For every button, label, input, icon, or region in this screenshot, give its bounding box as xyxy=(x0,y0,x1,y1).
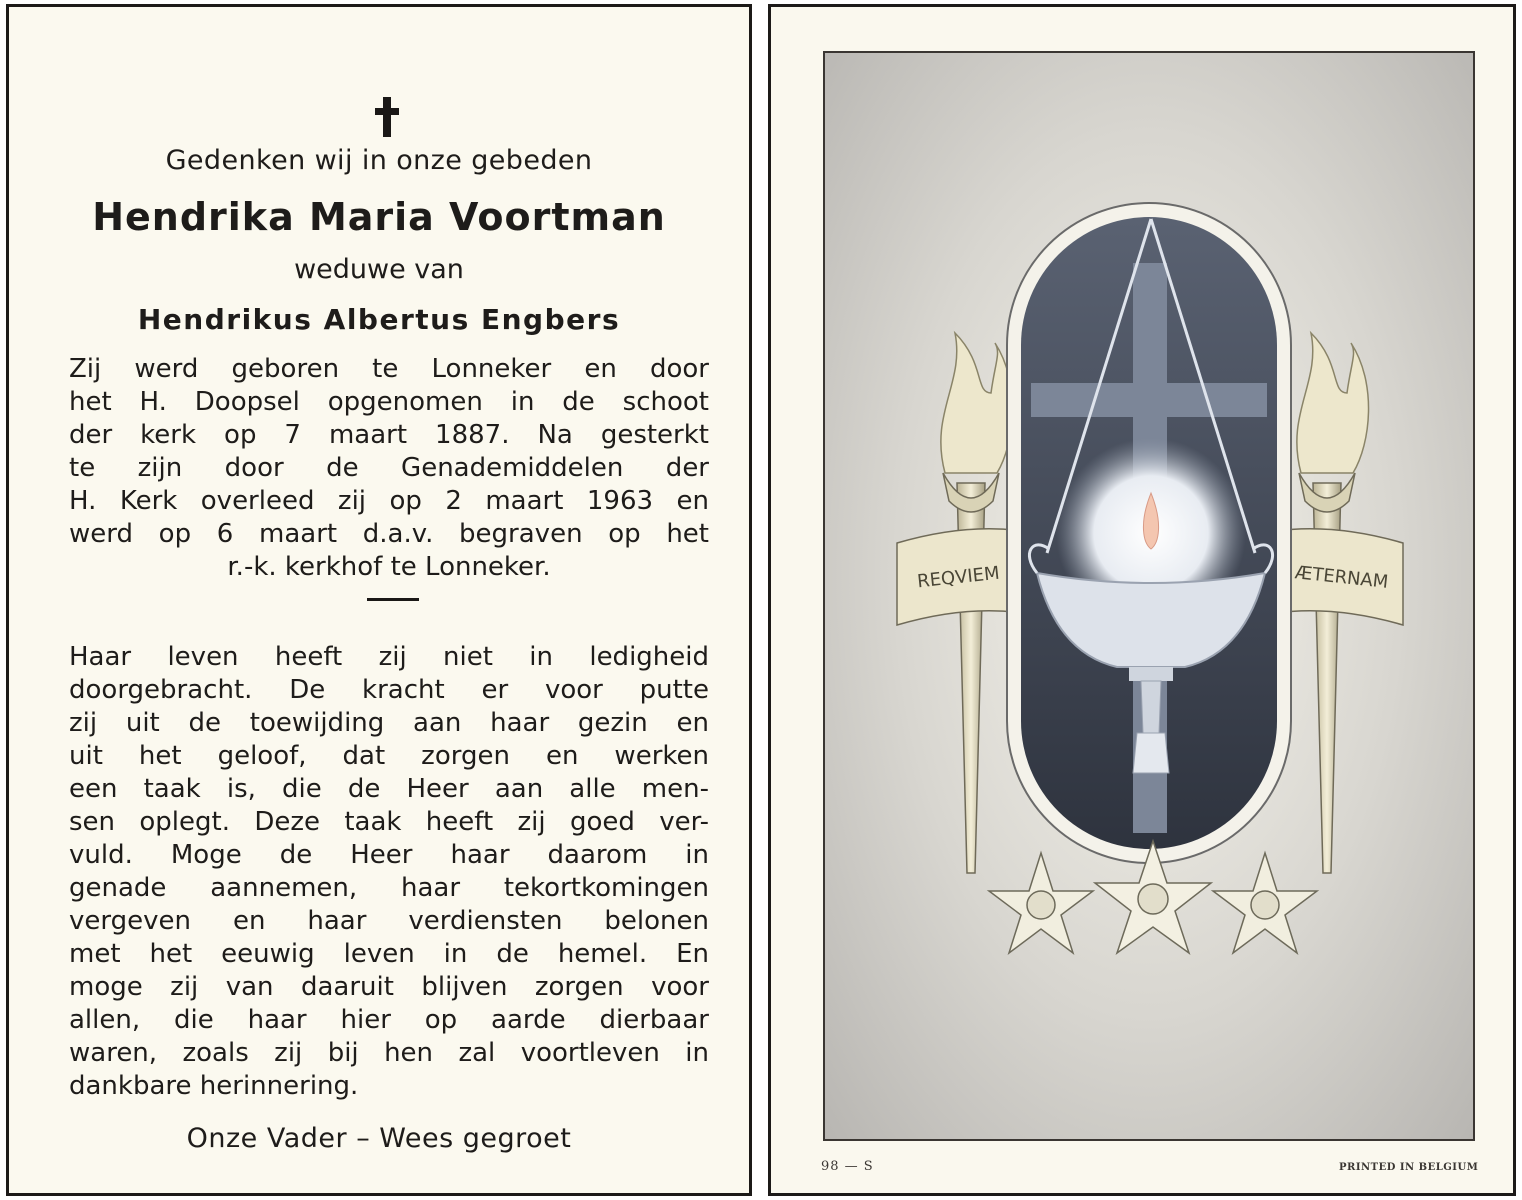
card-code: 98 — S xyxy=(821,1159,874,1174)
memorial-image-card xyxy=(768,4,1516,1196)
memorial-text-card xyxy=(6,4,752,1196)
tribute-line: uit het geloof, dat zorgen en werken xyxy=(69,741,709,771)
deceased-name: Hendrika Maria Voortman xyxy=(92,195,666,239)
tribute-line: met het eeuwig leven in de hemel. En xyxy=(69,939,709,969)
biography-line: werd op 6 maart d.a.v. begraven op het xyxy=(69,519,709,549)
banner-left-text: REQVIEM xyxy=(916,562,1001,593)
tribute-line: allen, die haar hier op aarde dierbaar xyxy=(69,1005,709,1035)
biography-paragraph xyxy=(69,353,709,584)
tribute-line: zij uit de toewijding aan haar gezin en xyxy=(69,708,709,738)
tribute-line: waren, zoals zij bij hen zal voortleven in xyxy=(69,1038,709,1068)
biography-line: Zij werd geboren te Lonneker en door xyxy=(69,354,709,384)
biography-line: r.-k. kerkhof te Lonneker. xyxy=(227,552,551,582)
tribute-line: een taak is, die de Heer aan alle men- xyxy=(69,774,709,804)
illustration-frame xyxy=(823,51,1475,1141)
biography-line: te zijn door de Genademiddelen der xyxy=(69,453,709,483)
intro-line: Gedenken wij in onze gebeden xyxy=(165,145,593,176)
biography-line: het H. Doopsel opgenomen in de schoot xyxy=(69,387,709,417)
left-banner xyxy=(897,529,1023,625)
prayers-line: Onze Vader – Wees gegroet xyxy=(186,1123,572,1154)
tribute-paragraph xyxy=(69,641,709,1103)
biography-line: H. Kerk overleed zij op 2 maart 1963 en xyxy=(69,486,709,516)
biography-line: der kerk op 7 maart 1887. Na gesterkt xyxy=(69,420,709,450)
tribute-line: vuld. Moge de Heer haar daarom in xyxy=(69,840,709,870)
tribute-line: vergeven en haar verdiensten belonen xyxy=(69,906,709,936)
right-banner xyxy=(1275,529,1403,625)
flower-icon xyxy=(989,841,1317,953)
banner-right-text: ÆTERNAM xyxy=(1293,562,1390,593)
central-medallion xyxy=(1007,203,1291,863)
tribute-line: sen oplegt. Deze taak heeft zij goed ver- xyxy=(69,807,709,837)
tribute-line: moge zij van daaruit blijven zorgen voor xyxy=(69,972,709,1002)
separator-dash xyxy=(367,598,419,601)
tribute-line: dankbare herinnering. xyxy=(69,1071,359,1101)
tribute-line: doorgebracht. De kracht er voor putte xyxy=(69,675,709,705)
tribute-line: Haar leven heeft zij niet in ledigheid xyxy=(69,642,709,672)
spouse-name: Hendrikus Albertus Engbers xyxy=(137,303,621,336)
requiem-illustration xyxy=(825,53,1473,1139)
tribute-line: genade aannemen, haar tekortkomingen xyxy=(69,873,709,903)
printer-note: PRINTED IN BELGIUM xyxy=(1339,1162,1479,1173)
cross-icon xyxy=(375,97,399,137)
relation-line: weduwe van xyxy=(294,254,464,285)
